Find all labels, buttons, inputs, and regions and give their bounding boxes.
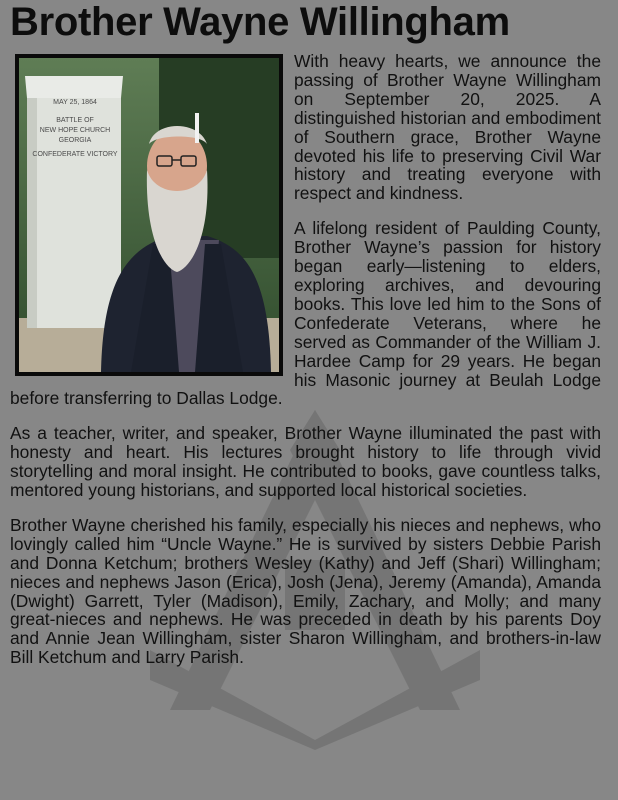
paragraph: A lifelong resident of Paulding County, Brother Wayne’s passion for history began early—listening to elders, exploring archives, and devouring books. This love led him to the Sons of Confederate Veterans, where he served as Commander of the William J. Hardee Camp for 29 years. He began his Masonic journey at Beulah Lodge before transferring to Dallas Lodge. — [10, 218, 601, 409]
monument-line: CONFEDERATE VICTORY — [32, 151, 118, 158]
paragraph: With heavy hearts, we announce the passing of Brother Wayne Willingham on September 20, 2025. A distinguished historian and embodiment of Southern grace, Brother Wayne devoted his life to preserving Civil War history and treating everyone with respect and kindness. — [294, 51, 601, 204]
page-title: Brother Wayne Willingham — [10, 0, 510, 44]
monument-line: MAY 25, 1864 — [53, 99, 97, 106]
obituary-body — [10, 52, 601, 683]
portrait-photo — [15, 54, 283, 376]
paragraph: As a teacher, writer, and speaker, Brother Wayne illuminated the past with honesty and heart. His lectures brought history to life through vivid storytelling and moral insight. He contributed to books, gave countless talks, mentored young historians, and supported local historical societies. — [10, 423, 601, 501]
monument-line: NEW HOPE CHURCH — [39, 127, 111, 134]
paragraph: Brother Wayne cherished his family, especially his nieces and nephews, who lovingly called him “Uncle Wayne.” He is survived by sisters Debbie Parish and Donna Ketchum; brothers Wesley (Kathy) and Jeff (Shari) Willingham; nieces and nephews Jason (Erica), Josh (Jena), Jeremy (Amanda), Amanda (Dwight) Garrett, Tyler (Madison), Emily, Zachary, and Molly; and many great-nieces and nephews. He was preceded in death by his parents Doy and Annie Jean Willingham, sister Sharon Willingham, and brothers-in-law Bill Ketchum and Larry Parish. — [10, 514, 601, 668]
monument-line: GEORGIA — [58, 137, 92, 144]
monument-line: BATTLE OF — [56, 117, 94, 124]
